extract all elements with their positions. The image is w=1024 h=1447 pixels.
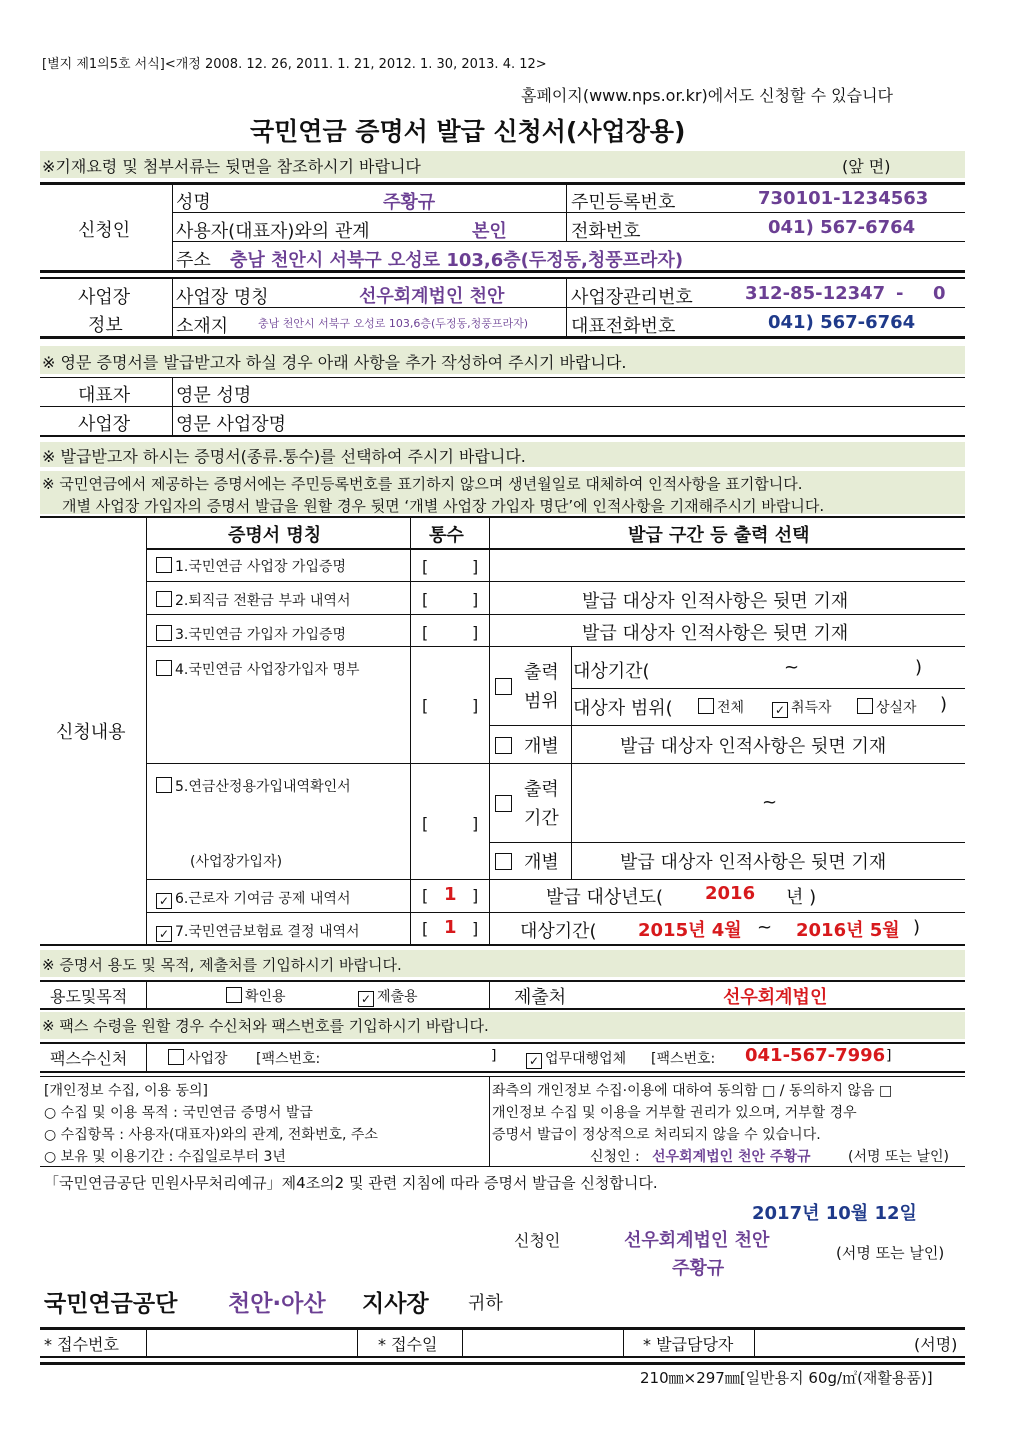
item1-label: 1.국민연금 사업장 가입증명 [175,559,347,575]
purpose-note: ※ 증명서 용도 및 목적, 제출처를 기입하시기 바랍니다. [42,956,402,974]
rule [40,980,965,982]
item7-label: 7.국민연금보험료 결정 내역서 [175,924,360,940]
privacy-items: ○ 수집항목 : 사용자(대표자)와의 관계, 전화번호, 주소 [44,1127,378,1143]
item5-period-checkbox[interactable] [495,795,512,817]
relation-label: 사용자(대표자)와의 관계 [176,221,370,242]
privacy-sign-note: (서명 또는 날인) [848,1149,949,1165]
rule [40,1327,965,1330]
item7-period-from[interactable]: 2015년 4월 [638,920,742,941]
applicant-section-label: 신청인 [78,220,131,241]
purpose-submit-option[interactable] [358,986,418,1007]
item1-count-open: [ [422,557,429,576]
fax-agency-option[interactable] [526,1048,626,1069]
addressee-branch[interactable]: 천안·아산 [228,1291,326,1317]
item2-count-open: [ [422,590,429,609]
name-value[interactable]: 주황규 [383,192,436,213]
col-rule [489,516,490,944]
item1-checkbox[interactable] [156,557,172,573]
item2-back-note: 발급 대상자 인적사항은 뒷면 기재 [582,591,849,612]
purpose-confirm-option[interactable] [226,986,286,1006]
paper-spec: 210㎜×297㎜[일반용지 60g/㎡(재활용품)] [640,1369,933,1387]
col-rule [489,1076,490,1166]
fax-workplace-checkbox[interactable] [168,1049,184,1065]
english-workplace-field[interactable]: 영문 사업장명 [176,414,287,435]
item3-count-close: ] [472,623,479,642]
purpose-submit-label: 제출용 [377,989,418,1005]
item4-count-open: [ [422,696,429,715]
item7-period-close: ) [913,917,921,938]
officer-sign-label: (서명) [914,1335,958,1354]
sign-note: (서명 또는 날인) [836,1244,945,1262]
sign-value-2[interactable]: 주황규 [672,1258,725,1279]
english-rep-label: 대표자 [78,385,131,406]
col-header-output: 발급 구간 등 출력 선택 [628,525,810,546]
item6-row[interactable] [156,888,350,909]
scope-acquire-checkbox[interactable]: ✓ [772,702,788,718]
english-workplace-label: 사업장 [78,414,131,435]
rule [146,581,965,582]
rep-phone-value[interactable]: 041) 567-6764 [768,312,916,333]
item3-label: 3.국민연금 가입자 가입증명 [175,627,347,643]
item4-range-label-2: 범위 [524,691,559,712]
scope-all-label: 전체 [717,700,745,716]
mgmt-number-suffix[interactable]: 0 [933,283,946,304]
item5-count-close: ] [472,814,479,833]
item4-label: 4.국민연금 사업장가입자 명부 [175,662,360,678]
col-rule [623,1329,624,1356]
item2-count-close: ] [472,590,479,609]
col-rule [571,725,572,763]
rule [571,688,965,689]
item4-period-label: 대상기간( [573,661,650,682]
item7-count-value[interactable]: 1 [444,917,457,938]
scope-loss-label: 상실자 [876,700,917,716]
phone-value[interactable]: 041) 567-6764 [768,217,916,238]
item6-count-value[interactable]: 1 [444,884,457,905]
address-value[interactable]: 충남 천안시 서북구 오성로 103,6층(두정동,청풍프라자) [230,250,684,271]
table-top-rule [40,182,965,185]
col-rule [410,516,411,944]
rule [40,1166,965,1167]
fax-agency-label: 업무대행업체 [545,1051,627,1067]
item6-year-suffix: 년 ) [786,887,817,908]
addressee-honorific: 귀하 [468,1293,503,1314]
col-rule [146,1042,147,1071]
sign-label: 신청인 [514,1231,561,1250]
item4-back-note: 발급 대상자 인적사항은 뒷면 기재 [620,736,887,757]
workplace-name-value[interactable]: 선우회계법인 천안 [359,286,505,307]
col-rule [146,980,147,1008]
item7-row[interactable] [156,921,360,942]
scope-acquire-option[interactable] [772,697,832,718]
rule [40,1356,965,1358]
item6-count-close: ] [472,886,479,905]
mgmt-number-label: 사업장관리번호 [571,287,693,308]
purpose-confirm-label: 확인용 [245,989,286,1005]
item3-checkbox[interactable] [156,625,172,641]
rule [40,1071,965,1073]
homepage-note: 홈페이지(www.nps.or.kr)에서도 신청할 수 있습니다 [521,86,894,105]
item4-row[interactable] [156,659,360,679]
request-section-label: 신청내용 [56,722,126,743]
fax-workplace-option[interactable] [168,1048,228,1068]
col-header-count: 통수 [429,525,464,546]
english-note: ※ 영문 증명서를 발급받고자 하실 경우 아래 사항을 추가 작성하여 주시기 바랍니다. [42,353,627,372]
purpose-confirm-checkbox[interactable] [226,987,242,1003]
item2-row[interactable] [156,590,350,610]
location-value[interactable]: 충남 천안시 서북구 오성로 103,6층(두정동,청풍프라자) [258,317,529,330]
scope-all-checkbox[interactable] [698,698,714,714]
workplace-section-label-2: 정보 [88,315,123,336]
item2-checkbox[interactable] [156,591,172,607]
rule [489,842,965,843]
item4-individual-checkbox[interactable] [495,737,512,759]
item4-scope-label: 대상자 범위( [573,698,673,719]
rule [40,516,965,518]
col-rule [172,184,173,270]
rule [146,879,965,880]
privacy-applicant-label: 신청인 : [590,1149,640,1165]
application-date[interactable]: 2017년 10월 12일 [752,1203,917,1224]
item6-checkbox[interactable]: ✓ [156,893,172,909]
item7-count-close: ] [472,919,479,938]
purpose-label: 용도및목적 [50,987,128,1006]
info-note-2: 개별 사업장 가입자의 증명서 발급을 원할 경우 뒷면 ‘개별 사업장 가입자 명단’에 인적사항을 기재해주시기 바랍니다. [62,497,825,515]
item4-count-close: ] [472,696,479,715]
item6-label: 6.근로자 기여금 공제 내역서 [175,891,351,907]
item5-period-tilde: ~ [762,792,778,813]
address-label: 주소 [176,250,211,271]
rule [40,1076,965,1077]
rule [172,212,965,213]
item3-back-note: 발급 대상자 인적사항은 뒷면 기재 [582,623,849,644]
page-title: 국민연금 증명서 발급 신청서(사업장용) [250,117,686,146]
addressee-title: 지사장 [362,1291,429,1317]
item4-range-label-1: 출력 [524,662,559,683]
item7-checkbox[interactable]: ✓ [156,926,172,942]
privacy-right-1: 개인정보 수집 및 이용을 거부할 권리가 있으며, 거부할 경우 [492,1105,857,1121]
addressee-org: 국민연금공단 [44,1291,178,1317]
fax-close-1: ] [491,1048,497,1064]
name-label: 성명 [176,192,211,213]
rule [40,1362,965,1365]
scope-all-option[interactable] [698,697,744,717]
scope-loss-checkbox[interactable] [857,698,873,714]
workplace-name-label: 사업장 명칭 [176,287,269,308]
fax-number-label-1: [팩스번호: [256,1051,321,1067]
item6-year-value[interactable]: 2016 [705,883,756,904]
item2-label: 2.퇴직금 전환금 부과 내역서 [175,593,351,609]
item1-row[interactable] [156,556,346,576]
col-rule [462,1329,463,1356]
col-rule [571,842,572,879]
workplace-section-label-1: 사업장 [78,287,131,308]
col-rule [172,279,173,336]
fax-number-value[interactable]: 041-567-7996 [745,1045,886,1066]
mgmt-number-dash: - [896,283,904,304]
rrn-value[interactable]: 730101-1234563 [758,188,929,209]
item7-period-tilde: ~ [757,917,773,938]
item4-scope-close: ) [940,694,948,715]
col-rule [357,1329,358,1356]
sign-value-1[interactable]: 선우회계법인 천안 [624,1230,770,1251]
privacy-right-2: 증명서 발급이 정상적으로 처리되지 않을 수 있습니다. [492,1127,821,1143]
col-rule [566,184,567,241]
front-side-label: (앞 면) [842,157,891,176]
rule [146,646,965,647]
rule [40,377,965,378]
col-rule [571,646,572,725]
rule [40,1042,965,1044]
fax-number-label-2: [팩스번호: [651,1051,716,1067]
fax-close-2: ] [886,1048,892,1064]
col-rule [146,516,147,944]
rule [40,277,965,279]
item5-individual-label: 개별 [524,852,559,873]
item5-sub-label: (사업장가입자) [190,854,283,870]
receipt-date-label: * 접수일 [378,1335,438,1354]
privacy-consent[interactable]: 좌측의 개인정보 수집·이용에 대하여 동의함 □ / 동의하지 않음 □ [492,1083,893,1099]
item4-period-close: ) [915,657,923,678]
col-rule [566,279,567,336]
item5-back-note: 발급 대상자 인적사항은 뒷면 기재 [620,852,887,873]
scope-loss-option[interactable] [857,697,917,717]
destination-label: 제출처 [514,987,567,1008]
declaration: 「국민연금공단 민원사무처리예규」제4조의2 및 관련 지침에 따라 증명서 발급을 신청합니다. [44,1174,658,1192]
info-note-1: ※ 국민연금에서 제공하는 증명서에는 주민등록번호를 표기하지 않으며 생년월일로 대체하여 인적사항을 표기합니다. [42,475,803,493]
purpose-submit-checkbox[interactable]: ✓ [358,991,374,1007]
english-name-field[interactable]: 영문 성명 [176,385,252,406]
item5-period-label-1: 출력 [524,779,559,800]
item5-period-label-2: 기간 [524,808,559,829]
instructions-note: ※기재요령 및 첨부서류는 뒷면을 참조하시기 바랍니다 [42,157,421,176]
item5-checkbox[interactable] [156,777,172,793]
item4-period-tilde: ~ [784,657,800,678]
item3-count-open: [ [422,623,429,642]
fax-workplace-label: 사업장 [187,1051,228,1067]
rule [146,763,965,764]
item6-count-open: [ [422,886,429,905]
destination-value[interactable]: 선우회계법인 [723,987,828,1008]
rule [146,548,965,550]
relation-value[interactable]: 본인 [472,221,507,242]
rule [146,912,965,913]
rep-phone-label: 대표전화번호 [571,316,676,337]
item6-year-label: 발급 대상년도( [546,887,664,908]
phone-label: 전화번호 [571,221,641,242]
fax-agency-checkbox[interactable]: ✓ [526,1053,542,1069]
item7-period-label: 대상기간( [520,921,597,942]
item1-count-close: ] [472,557,479,576]
item4-checkbox[interactable] [156,660,172,676]
rule [146,614,965,615]
officer-label: * 발급담당자 [643,1335,734,1354]
item3-row[interactable] [156,624,346,644]
item7-period-to[interactable]: 2016년 5월 [796,920,900,941]
rrn-label: 주민등록번호 [571,192,676,213]
rule [40,944,965,946]
rule [172,307,965,308]
item4-individual-label: 개별 [524,736,559,757]
privacy-retention: ○ 보유 및 이용기간 : 수집일로부터 3년 [44,1149,286,1165]
location-label: 소재지 [176,316,229,337]
item5-count-open: [ [422,814,429,833]
item7-count-open: [ [422,919,429,938]
item5-row[interactable] [156,776,351,796]
rule [489,725,965,726]
fax-note: ※ 팩스 수령을 원할 경우 수신처와 팩스번호를 기입하시기 바랍니다. [42,1017,489,1035]
col-header-name: 증명서 명칭 [228,525,322,546]
col-rule [571,763,572,842]
item5-label: 5.연금산정용가입내역확인서 [175,779,351,795]
mgmt-number-value[interactable]: 312-85-12347 [745,283,886,304]
item5-individual-checkbox[interactable] [495,853,512,875]
privacy-applicant-value[interactable]: 선우회계법인 천안 주황규 [652,1149,811,1165]
receipt-number-label: * 접수번호 [44,1335,119,1354]
col-rule [146,1329,147,1356]
privacy-purpose: ○ 수집 및 이용 목적 : 국민연금 증명서 발급 [44,1105,313,1121]
fax-label: 팩스수신처 [50,1049,128,1068]
item4-range-checkbox[interactable] [495,678,512,700]
col-rule [754,1329,755,1356]
privacy-heading: [개인정보 수집, 이용 동의] [44,1083,208,1099]
scope-acquire-label: 취득자 [791,700,832,716]
select-note: ※ 발급받고자 하시는 증명서(종류.통수)를 선택하여 주시기 바랍니다. [42,447,526,466]
form-reference: [별지 제1의5호 서식]<개정 2008. 12. 26, 2011. 1. 21, 2012. 1. 30, 2013. 4. 12> [42,57,547,72]
col-rule [172,377,173,435]
col-rule [489,980,490,1008]
